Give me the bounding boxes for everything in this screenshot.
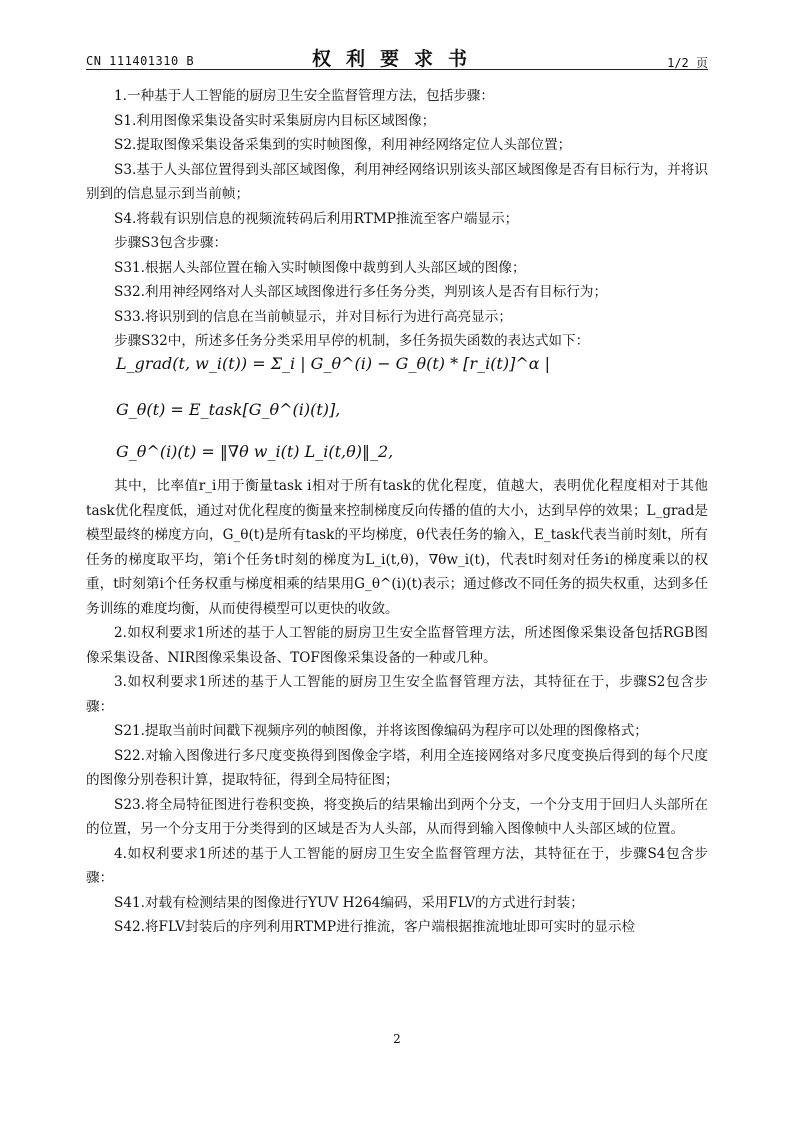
page-header [86, 44, 708, 70]
claim-4: 4.如权利要求1所述的基于人工智能的厨房卫生安全监督管理方法，其特征在于，步骤S4包含步骤： [86, 845, 708, 886]
formula-task-gradient: G_θ^(i)(t) = ‖∇θ w_i(t) L_i(t,θ)‖_2, [116, 442, 394, 461]
claim-1-title: 1.一种基于人工智能的厨房卫生安全监督管理方法，包括步骤： [114, 88, 494, 104]
doc-number: CN 111401310 B [86, 54, 195, 68]
step-s3-intro: 步骤S3包含步骤： [114, 235, 228, 251]
claims-body-continued [86, 474, 708, 940]
step-s33: S33.将识别到的信息在当前帧显示，并对目标行为进行高亮显示； [114, 308, 512, 325]
section-title: 权利要求书 [311, 48, 482, 70]
page-info: 1/2 页 [667, 56, 708, 70]
claim-2: 2.如权利要求1所述的基于人工智能的厨房卫生安全监督管理方法，所述图像采集设备包括RGB图像采集设备、NIR图像采集设备、TOF图像采集设备的一种或几种。 [86, 625, 708, 666]
formula-average-gradient: G_θ(t) = E_task[G_θ^(i)(t)], [116, 400, 341, 419]
step-s41: S41.对载有检测结果的图像进行YUV H264编码，采用FLV的方式进行封装； [114, 894, 584, 911]
step-s21: S21.提取当前时间戳下视频序列的帧图像，并将该图像编码为程序可以处理的图像格式； [114, 723, 648, 739]
step-s31: S31.根据人头部位置在输入实时帧图像中裁剪到人头部区域的图像； [114, 259, 526, 276]
page-number: 2 [393, 1032, 401, 1046]
step-s3: S3.基于人头部位置得到头部区域图像，利用神经网络识别该头部区域图像是否有目标行为，并将识别到的信息显示到当前帧； [86, 161, 708, 202]
claim-3: 3.如权利要求1所述的基于人工智能的厨房卫生安全监督管理方法，其特征在于，步骤S2包含步骤： [86, 674, 708, 715]
step-s4: S4.将载有识别信息的视频流转码后利用RTMP推流至客户端显示； [114, 210, 519, 227]
step-s32: S32.利用神经网络对人头部区域图像进行多任务分类，判别该人是否有目标行为； [114, 284, 608, 300]
formula-grad-loss: L_grad(t, w_i(t)) = Σ_i | G_θ^(i) − G_θ(t) * [r_i(t)]^α | [116, 354, 551, 373]
claims-body [86, 84, 708, 354]
header-divider [86, 69, 708, 70]
step-s2: S2.提取图像采集设备采集到的实时帧图像，利用神经网络定位人头部位置； [114, 137, 572, 153]
formula-explanation: 其中，比率值r_i用于衡量task i相对于所有task的优化程度，值越大，表明优化程度相对于其他task优化程度低，通过对优化程度的衡量来控制梯度反向传播的值的大小，达到早停的效果；L_grad是模型最终的梯度方向，G_θ(t)是所有task的平均梯度，θ代表任务的输入，E_task代表当前时刻t，所有任务的梯度取平均，第i个任务t时刻的梯度为L_i(t,θ)，∇θw_i(t)，代表t时刻对任务i的梯度乘以的权重，t时刻第i个任务权重与梯度相乘的结果用G_θ^(i)(t)表示；通过修改不同任务的损失权重，达到多任务训练的难度均衡，从而使得模型可以更快的收敛。 [86, 478, 708, 617]
step-s23: S23.将全局特征图进行卷积变换，将变换后的结果输出到两个分支，一个分支用于回归人头部所在的位置，另一个分支用于分类得到的区域是否为人头部，从而得到输入图像帧中人头部区域的位置。 [86, 796, 708, 837]
step-s1: S1.利用图像采集设备实时采集厨房内目标区域图像； [114, 112, 436, 129]
step-s42: S42.将FLV封装后的序列利用RTMP进行推流，客户端根据推流地址即可实时的显示检 [114, 919, 636, 935]
step-s32-loss-intro: 步骤S32中，所述多任务分类采用早停的机制，多任务损失函数的表达式如下： [114, 333, 590, 349]
step-s22: S22.对输入图像进行多尺度变换得到图像金字塔，利用全连接网络对多尺度变换后得到的每个尺度的图像分别卷积计算，提取特征，得到全局特征图； [86, 747, 708, 788]
